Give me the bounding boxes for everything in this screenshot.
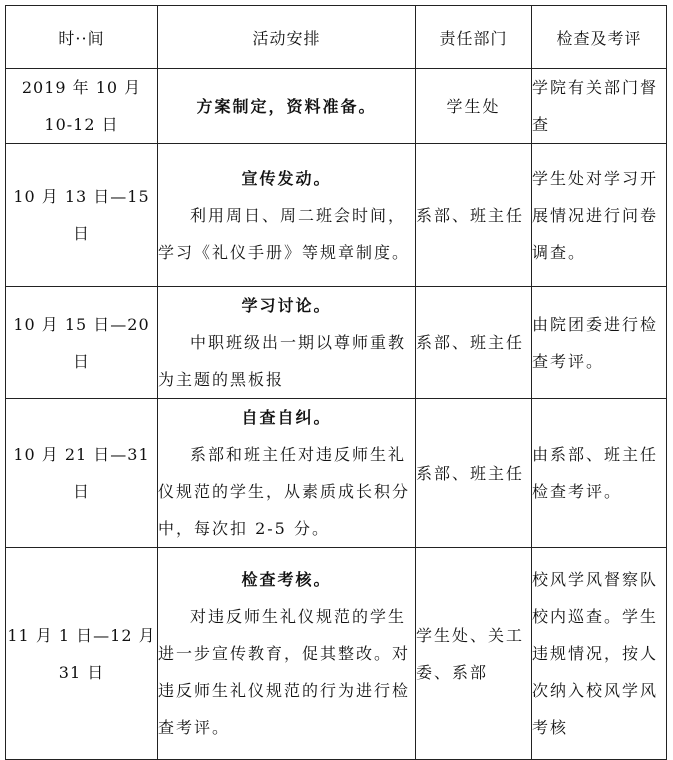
schedule-table	[5, 5, 667, 760]
time-cell: 2019 年 10 月 10-12 日	[6, 69, 158, 144]
activity-cell	[158, 548, 416, 760]
activity-cell	[158, 144, 416, 287]
time-cell: 10 月 21 日—31 日	[6, 399, 158, 548]
time-cell: 10 月 13 日—15 日	[6, 144, 158, 287]
activity-cell	[158, 287, 416, 399]
time-cell: 10 月 15 日—20 日	[6, 287, 158, 399]
header-row	[6, 6, 667, 69]
activity-title: 方案制定，资料准备。	[196, 96, 377, 116]
table-row	[6, 399, 667, 548]
review-cell: 学生处对学习开展情况进行问卷调查。	[532, 144, 667, 287]
header-review: 检查及考评	[532, 6, 667, 69]
header-department: 责任部门	[416, 6, 532, 69]
department-cell: 系部、班主任	[416, 144, 532, 287]
activity-body: 系部和班主任对违反师生礼仪规范的学生，从素质成长积分中，每次扣 2-5 分。	[158, 445, 411, 538]
review-cell: 校风学风督察队校内巡查。学生违规情况，按人次纳入校风学风考核	[532, 548, 667, 760]
review-cell: 由系部、班主任检查考评。	[532, 399, 667, 548]
review-cell: 由院团委进行检查考评。	[532, 287, 667, 399]
review-cell: 学院有关部门督查	[532, 69, 667, 144]
activity-body: 利用周日、周二班会时间，学习《礼仪手册》等规章制度。	[158, 205, 411, 262]
activity-title: 自查自纠。	[241, 408, 332, 427]
department-cell: 系部、班主任	[416, 399, 532, 548]
activity-title: 检查考核。	[241, 570, 332, 589]
activity-cell	[158, 69, 416, 144]
time-cell: 11 月 1 日—12 月 31 日	[6, 548, 158, 760]
activity-cell	[158, 399, 416, 548]
table-row	[6, 548, 667, 760]
table-row	[6, 287, 667, 399]
department-cell: 学生处	[416, 69, 532, 144]
activity-body: 中职班级出一期以尊师重教为主题的黑板报	[158, 333, 407, 389]
department-cell: 学生处、关工委、系部	[416, 548, 532, 760]
table-row	[6, 144, 667, 287]
activity-title: 学习讨论。	[241, 296, 332, 315]
activity-body: 对违反师生礼仪规范的学生进一步宣传教育，促其整改。对违反师生礼仪规范的行为进行检查考评。	[158, 607, 411, 737]
department-cell: 系部、班主任	[416, 287, 532, 399]
activity-title: 宣传发动。	[241, 168, 332, 188]
table-row	[6, 69, 667, 144]
header-activity: 活动安排	[158, 6, 416, 69]
header-time: 时··间	[6, 6, 158, 69]
